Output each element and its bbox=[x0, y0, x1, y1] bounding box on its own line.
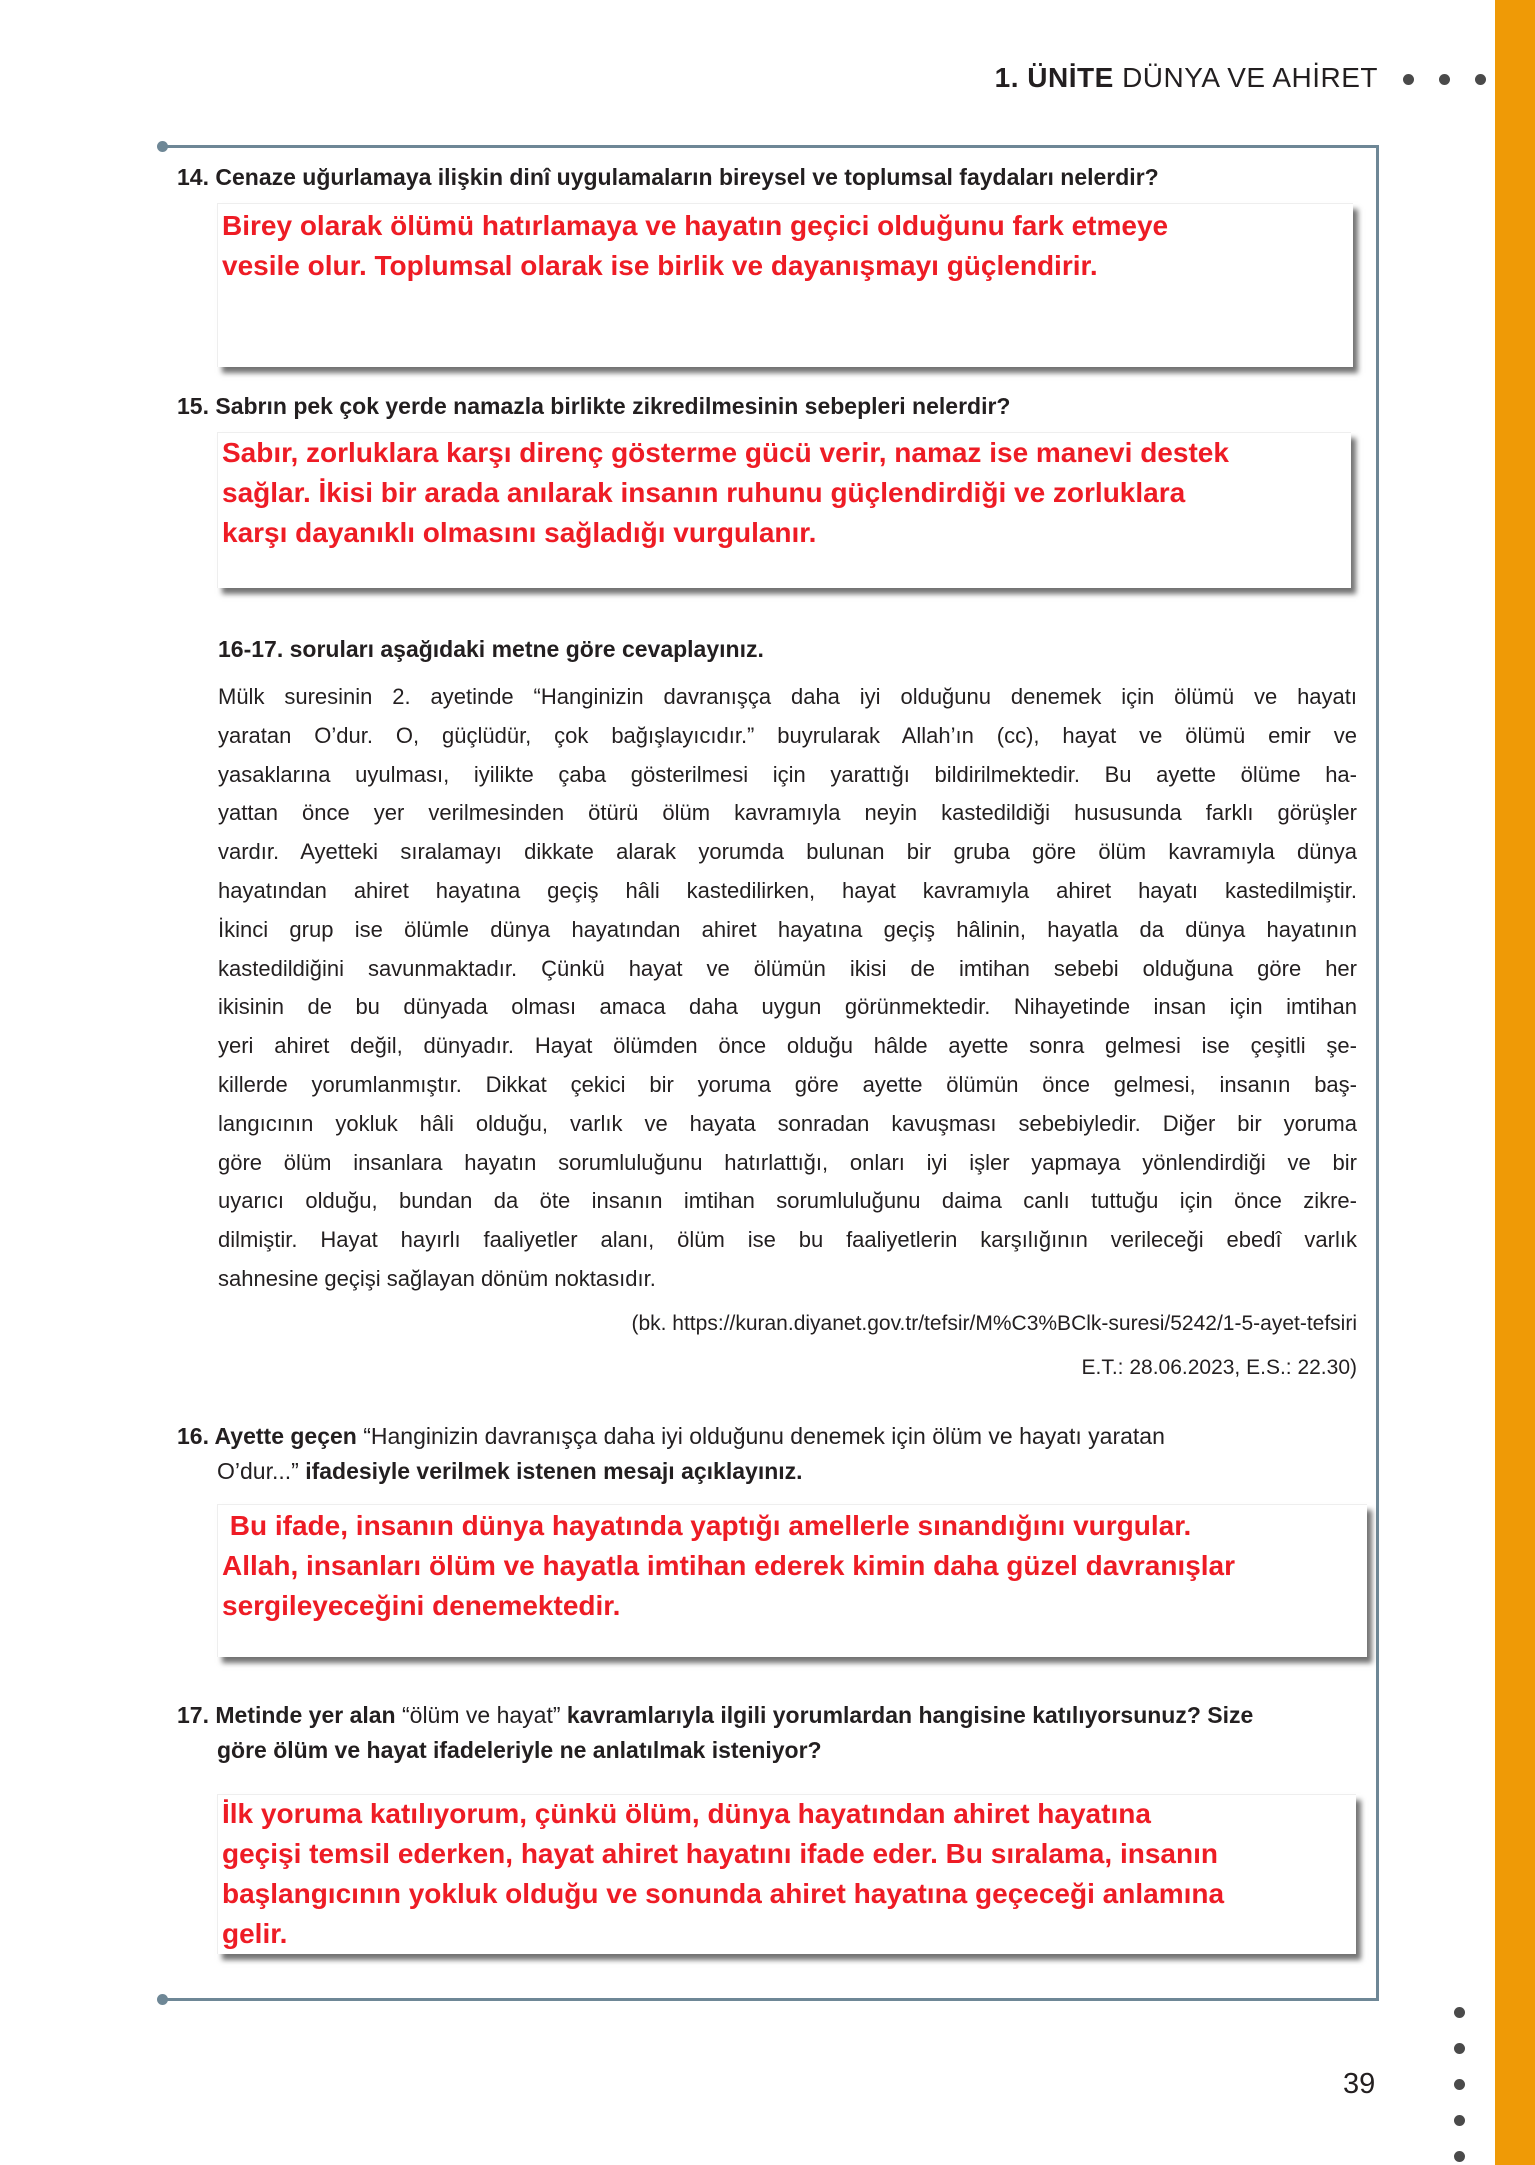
dot-icon bbox=[1454, 2007, 1465, 2018]
question-number: 15. bbox=[177, 393, 209, 419]
frame-right-line bbox=[1376, 145, 1379, 2001]
answer-line: sağlar. İkisi bir arada anılarak insanın ruhunu güçlendirdiği ve zorluklara bbox=[222, 477, 1186, 508]
question-text: Metinde yer alan bbox=[215, 1702, 396, 1728]
passage-line: hayatından ahiret hayatına geçiş hâli kastedilirken, hayat kavramıyla ahiret hayatı kastedilmiştir. bbox=[218, 877, 1357, 903]
answer-text bbox=[222, 1794, 1224, 1954]
frame-top-line bbox=[163, 145, 1378, 148]
answer-line: Allah, insanları ölüm ve hayatla imtihan ederek kimin daha güzel davranışlar bbox=[222, 1550, 1236, 1581]
question-14 bbox=[177, 164, 1159, 191]
answer-line: geçişi temsil ederken, hayat ahiret hayatını ifade eder. Bu sıralama, insanın bbox=[222, 1838, 1218, 1869]
quoted-verse: O’dur...” bbox=[217, 1458, 299, 1484]
passage-line: Mülk suresinin 2. ayetinde “Hanginizin davranışça daha iyi olduğunu denemek için ölümü ve hayatı bbox=[218, 684, 1357, 709]
answer-line: İlk yoruma katılıyorum, çünkü ölüm, dünya hayatından ahiret hayatına bbox=[222, 1798, 1151, 1829]
passage-line: dilmiştir. Hayat hayırlı faaliyetler alanı, ölüm ise bu faaliyetlerin karşılığının verileceği ebedî varlık bbox=[218, 1227, 1357, 1253]
page-number: 39 bbox=[1343, 2068, 1376, 2100]
unit-number: 1. ÜNİTE bbox=[994, 62, 1114, 93]
passage-line: yattan önce yer verilmesinden ötürü ölüm kavramıyla neyin kastedildiği hususunda farklı görüşler bbox=[218, 800, 1357, 826]
passage-line: yasaklarına uyulması, iyilikte çaba gösterilmesi için yarattığı bildirilmektedir. Bu ayette ölüme ha- bbox=[218, 761, 1357, 787]
answer-line: Birey olarak ölümü hatırlamaya ve hayatın geçici olduğunu fark etmeye bbox=[222, 210, 1169, 241]
answer-box-16[interactable] bbox=[217, 1504, 1367, 1657]
passage-line: langıcının yokluk hâli olduğu, varlık ve hayata sonradan kavuşması sebebiyledir. Diğer bir yoruma bbox=[218, 1110, 1357, 1136]
answer-line: başlangıcının yokluk olduğu ve sonunda ahiret hayatına geçeceği anlamına bbox=[222, 1878, 1225, 1909]
answer-line: karşı dayanıklı olmasını sağladığı vurgulanır. bbox=[222, 517, 817, 548]
answer-line: Bu ifade, insanın dünya hayatında yaptığı amellerle sınandığını vurgular. bbox=[222, 1510, 1192, 1541]
passage-line: sahnesine geçişi sağlayan dönüm noktasıdır. bbox=[218, 1265, 656, 1291]
citation-date: E.T.: 28.06.2023, E.S.: 22.30) bbox=[1081, 1356, 1357, 1379]
orange-side-stripe bbox=[1495, 0, 1535, 2165]
passage-line: ikisinin de bu dünyada olması amaca daha uygun görünmektedir. Nihayetinde insan için imtihan bbox=[218, 994, 1357, 1020]
question-text: göre ölüm ve hayat ifadeleriyle ne anlatılmak isteniyor? bbox=[217, 1737, 822, 1763]
dot-icon bbox=[1454, 2115, 1465, 2126]
passage-line: kastedildiğini savunmaktadır. Çünkü hayat ve ölümün ikisi de imtihan sebebi olduğuna göre her bbox=[218, 955, 1357, 981]
question-17 bbox=[177, 1702, 1253, 1764]
unit-title: DÜNYA VE AHİRET bbox=[1122, 62, 1378, 93]
passage-line: göre ölüm insanlara hayatın sorumluluğunu hatırlattığı, onları iyi işler yapmaya yönlendirdiği ve bir bbox=[218, 1149, 1357, 1175]
answer-line: Sabır, zorluklara karşı direnç gösterme gücü verir, namaz ise manevi destek bbox=[222, 437, 1229, 468]
dot-icon bbox=[1454, 2043, 1465, 2054]
answer-line: sergileyeceğini denemektedir. bbox=[222, 1590, 621, 1621]
passage-line: vardır. Ayetteki sıralamayı dikkate alarak yorumda bulunan bir gruba göre ölüm kavramıyla dünya bbox=[218, 839, 1357, 865]
passage-line: yeri ahiret değil, dünyadır. Hayat ölümden önce olduğu hâlde ayette sonra gelmesi ise çeşitli şe- bbox=[218, 1033, 1357, 1059]
dot-icon bbox=[1475, 74, 1486, 85]
dot-icon bbox=[1439, 74, 1450, 85]
answer-box-14[interactable] bbox=[217, 203, 1353, 367]
frame-dot-icon bbox=[157, 1994, 168, 2005]
question-16 bbox=[177, 1423, 1357, 1485]
quoted-term: “ölüm ve hayat” bbox=[402, 1702, 561, 1728]
answer-text bbox=[222, 1506, 1235, 1626]
passage-line: killerde yorumlanmıştır. Dikkat çekici bir yoruma göre ayette ölümün önce gelmesi, insanın baş- bbox=[218, 1071, 1357, 1097]
answer-line: vesile olur. Toplumsal olarak ise birlik ve dayanışmayı güçlendirir. bbox=[222, 250, 1098, 281]
frame-dot-icon bbox=[157, 141, 168, 152]
citation-link: (bk. https://kuran.diyanet.gov.tr/tefsir/M%C3%BClk-suresi/5242/1-5-ayet-tefsiri bbox=[631, 1312, 1357, 1335]
question-text: Cenaze uğurlamaya ilişkin dinî uygulamaların bireysel ve toplumsal faydaları nelerdir? bbox=[215, 164, 1159, 190]
answer-text bbox=[222, 206, 1168, 286]
question-number: 17. bbox=[177, 1702, 209, 1728]
question-15 bbox=[177, 393, 1010, 420]
passage-text bbox=[218, 678, 1357, 1299]
answer-box-15[interactable] bbox=[217, 432, 1351, 588]
dot-icon bbox=[1403, 74, 1414, 85]
question-text: Ayette geçen bbox=[214, 1423, 357, 1449]
passage-line: yaratan O’dur. O, güçlüdür, çok bağışlayıcıdır.” buyrularak Allah’ın (cc), hayat ve ölümü emir ve bbox=[218, 722, 1357, 748]
dot-icon bbox=[1454, 2079, 1465, 2090]
question-text: ifadesiyle verilmek istenen mesajı açıklayınız. bbox=[305, 1458, 803, 1484]
answer-line: gelir. bbox=[222, 1918, 288, 1949]
question-text: Sabrın pek çok yerde namazla birlikte zikredilmesinin sebepleri nelerdir? bbox=[215, 393, 1011, 419]
unit-header bbox=[995, 62, 1378, 94]
passage-line: İkinci grup ise ölümle dünya hayatından ahiret hayatına geçiş hâlinin, hayatla da dünya hayatının bbox=[218, 916, 1357, 942]
question-text: kavramlarıyla ilgili yorumlardan hangisine katılıyorsunuz? Size bbox=[566, 1702, 1254, 1728]
question-number: 16. bbox=[177, 1423, 209, 1449]
dot-icon bbox=[1454, 2151, 1465, 2162]
question-number: 14. bbox=[177, 164, 209, 190]
passage-line: uyarıcı olduğu, bundan da öte insanın imtihan sorumluluğunu daima canlı tuttuğu için önce zikre- bbox=[218, 1188, 1357, 1214]
frame-bottom-line bbox=[163, 1998, 1379, 2001]
passage-heading: 16-17. soruları aşağıdaki metne göre cevaplayınız. bbox=[218, 636, 764, 662]
quoted-verse: “Hanginizin davranışça daha iyi olduğunu denemek için ölüm ve hayatı yaratan bbox=[363, 1423, 1165, 1449]
answer-box-17[interactable] bbox=[217, 1794, 1356, 1954]
answer-text bbox=[222, 433, 1229, 553]
